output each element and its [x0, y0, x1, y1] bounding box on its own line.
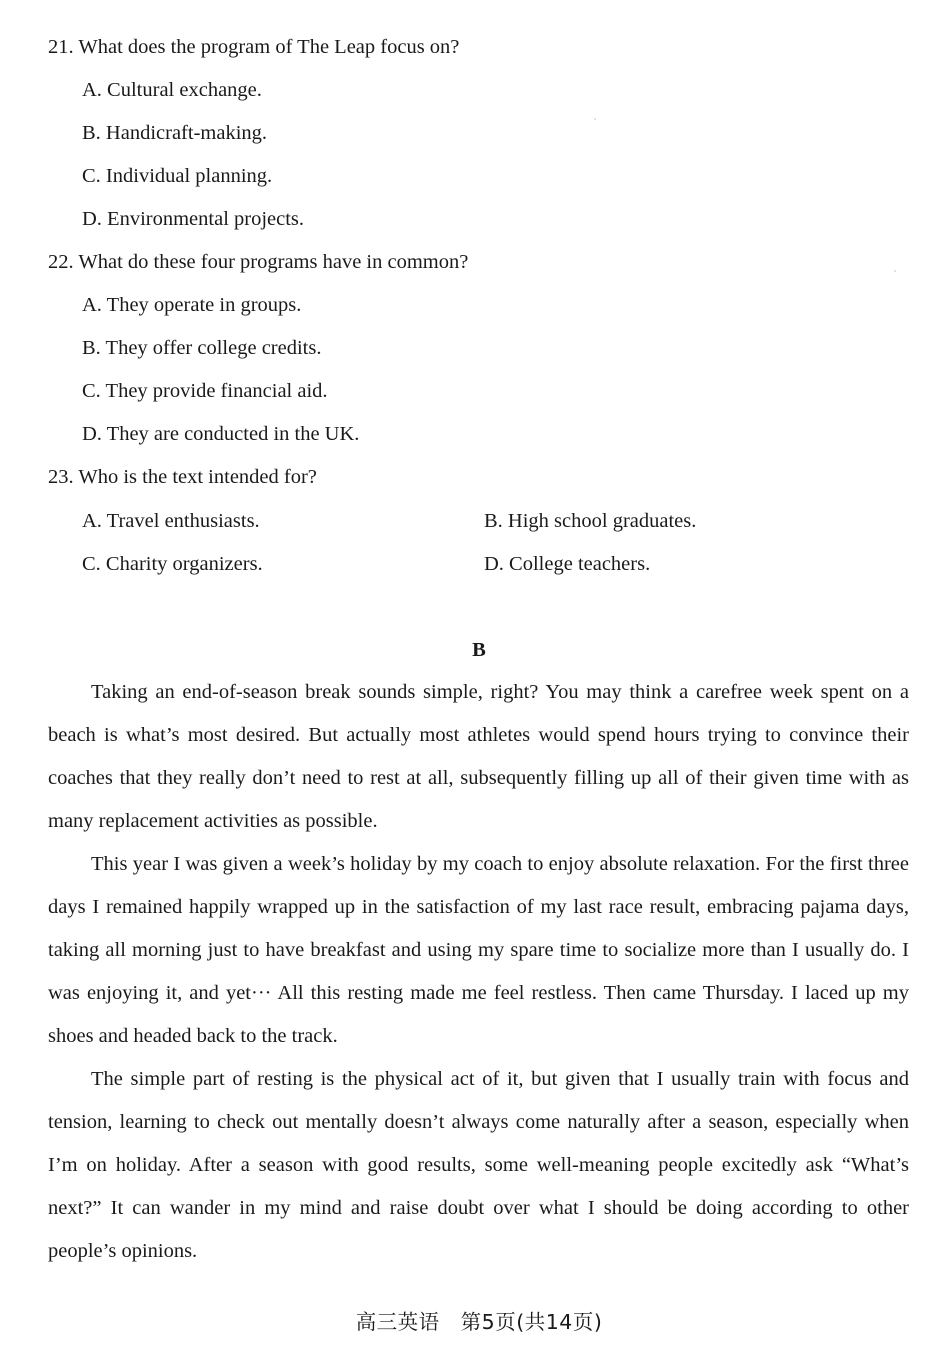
question-22-option-c: C. They provide financial aid.: [82, 380, 328, 402]
question-22-stem: 22. What do these four programs have in common?: [48, 251, 469, 273]
question-22-option-a: A. They operate in groups.: [82, 294, 302, 316]
passage-paragraph-2: This year I was given a week’s holiday by my coach to enjoy absolute relaxation. For the first three days I remained happily wrapped up in the satisfaction of my last race result, embracing pajama days, taking all morning just to have breakfast and using my spare time to socialize more than I usually do. I was enjoying it, and yet··· All this resting made me feel restless. Then came Thursday. I laced up my shoes and headed back to the track.: [48, 853, 909, 1047]
question-21-option-d: D. Environmental projects.: [82, 208, 305, 230]
scan-speck: [594, 118, 596, 120]
question-21-stem: 21. What does the program of The Leap focus on?: [48, 36, 460, 58]
passage-paragraph-3: The simple part of resting is the physical act of it, but given that I usually train with focus and tension, learning to check out mentally doesn’t always come naturally after a season, especially when I’m on holiday. After a season with good results, some well-meaning people excitedly ask “What’s next?” It can wander in my mind and raise doubt over what I should be doing according to other people’s opinions.: [48, 1068, 909, 1262]
question-23-option-d: D. College teachers.: [484, 553, 651, 575]
question-23-option-b: B. High school graduates.: [484, 510, 697, 532]
question-21-option-c: C. Individual planning.: [82, 165, 273, 187]
question-22-option-d: D. They are conducted in the UK.: [82, 423, 360, 445]
question-23-option-a: A. Travel enthusiasts.: [82, 510, 260, 532]
page-footer: 高三英语 第5页(共14页): [355, 1310, 603, 1334]
scan-speck: [894, 270, 896, 272]
question-21-option-a: A. Cultural exchange.: [82, 79, 262, 101]
question-21-option-b: B. Handicraft-making.: [82, 122, 268, 144]
passage-paragraph-1: Taking an end-of-season break sounds simple, right? You may think a carefree week spent on a beach is what’s most desired. But actually most athletes would spend hours trying to convince their coaches that they really don’t need to rest at all, subsequently filling up all of their given time with as many replacement activities as possible.: [48, 681, 909, 832]
question-23-stem: 23. Who is the text intended for?: [48, 466, 317, 488]
section-heading: B: [472, 639, 486, 661]
question-23-option-c: C. Charity organizers.: [82, 553, 263, 575]
question-22-option-b: B. They offer college credits.: [82, 337, 322, 359]
